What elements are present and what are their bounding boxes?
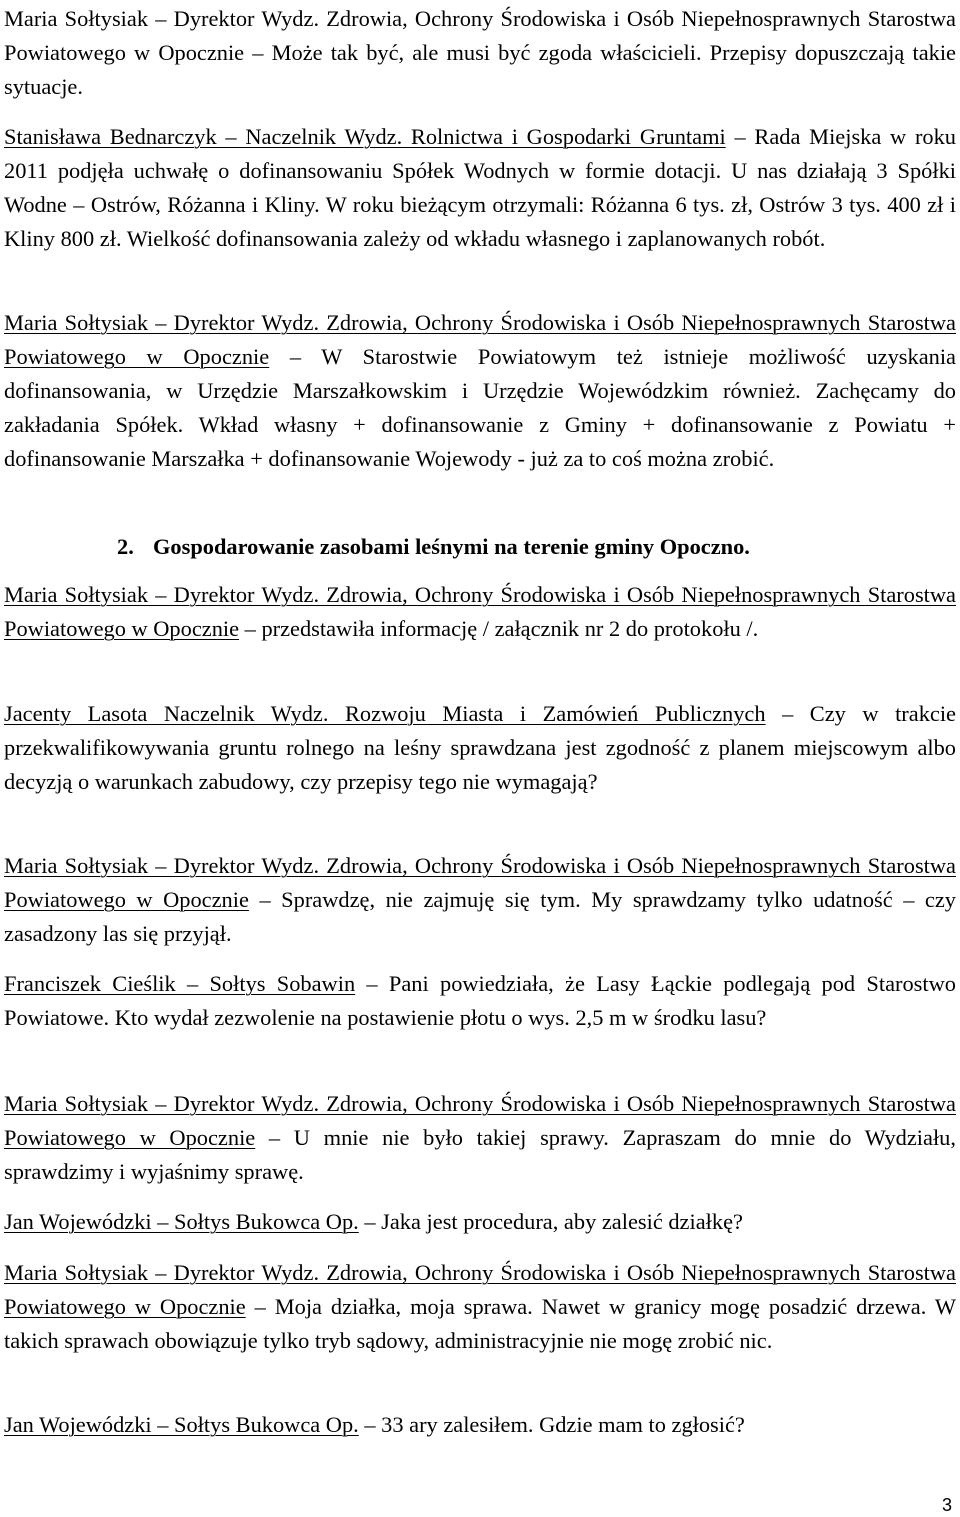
speaker-name: Maria Sołtysiak – Dyrektor Wydz. Zdrowia, Ochrony Środowiska i Osób Niepełnosprawnych Starostwa Powiatowego w Opocznie [4, 853, 956, 912]
paragraph-2 [4, 120, 956, 256]
paragraph-10 [4, 1256, 956, 1358]
paragraph-text: – Czy w trakcie przekwalifikowywania gruntu rolnego na leśny sprawdzana jest zgodność z planem miejscowym albo decyzją o warunkach zabudowy, czy przepisy tego nie wymagają? [4, 701, 956, 794]
paragraph-3 [4, 306, 956, 476]
section-number: 2. [117, 534, 134, 559]
paragraph-11 [4, 1408, 956, 1442]
section-title: Gospodarowanie zasobami leśnymi na terenie gminy Opoczno. [153, 534, 750, 559]
paragraph-text: – Rada Miejska w roku 2011 podjęła uchwałę o dofinansowaniu Spółek Wodnych w formie dotacji. U nas działają 3 Spółki Wodne – Ostrów, Różanna i Kliny. W roku bieżącym otrzymali: Różanna 6 tys. zł, Ostrów 3 tys. 400 zł i Kliny 800 zł. Wielkość dofinansowania zależy od wkładu własnego i zaplanowanych robót. [4, 124, 957, 251]
paragraph-5 [4, 697, 956, 799]
speaker-name: Maria Sołtysiak – Dyrektor Wydz. Zdrowia, Ochrony Środowiska i Osób Niepełnosprawnych Starostwa Powiatowego w Opocznie [4, 1260, 956, 1319]
speaker-name: Stanisława Bednarczyk – Naczelnik Wydz. Rolnictwa i Gospodarki Gruntami [4, 124, 726, 149]
speaker-name: Maria Sołtysiak – Dyrektor Wydz. Zdrowia, Ochrony Środowiska i Osób Niepełnosprawnych Starostwa Powiatowego w Opocznie [4, 582, 956, 641]
section-heading [117, 530, 750, 564]
paragraph-text: – Sprawdzę, nie zajmuję się tym. My sprawdzamy tylko udatność – czy zasadzony las się przyjął. [4, 887, 956, 946]
speaker-name: Maria Sołtysiak – Dyrektor Wydz. Zdrowia, Ochrony Środowiska i Osób Niepełnosprawnych Starostwa Powiatowego w Opocznie [4, 1091, 956, 1150]
paragraph-text: – Pani powiedziała, że Lasy Łąckie podlegają pod Starostwo Powiatowe. Kto wydał zezwolenie na postawienie płotu o wys. 2,5 m w środku lasu? [4, 971, 956, 1030]
paragraph-text: – 33 ary zalesiłem. Gdzie mam to zgłosić? [358, 1412, 745, 1437]
page-number: 3 [941, 1495, 952, 1515]
paragraph-text: – W Starostwie Powiatowym też istnieje możliwość uzyskania dofinansowania, w Urzędzie Marszałkowskim i Urzędzie Wojewódzkim również. Zachęcamy do zakładania Spółek. Wkład własny + dofinansowanie z Gminy + dofinansowanie z Powiatu + dofinansowanie Marszałka + dofinansowanie Wojewody - już za to coś można zrobić. [4, 344, 956, 471]
paragraph-8 [4, 1087, 956, 1189]
paragraph-1 [4, 2, 956, 104]
speaker-name: Jan Wojewódzki – Sołtys Bukowca Op. [4, 1209, 359, 1234]
paragraph-text: – Jaka jest procedura, aby zalesić działkę? [358, 1209, 743, 1234]
paragraph-7 [4, 967, 956, 1035]
paragraph-text: – U mnie nie było takiej sprawy. Zapraszam do mnie do Wydziału, sprawdzimy i wyjaśnimy sprawę. [4, 1125, 956, 1184]
speaker-name: Jacenty Lasota Naczelnik Wydz. Rozwoju Miasta i Zamówień Publicznych [4, 701, 766, 726]
paragraph-6 [4, 849, 956, 951]
speaker-name: Franciszek Cieślik – Sołtys Sobawin [4, 971, 356, 996]
speaker-name: Maria Sołtysiak – Dyrektor Wydz. Zdrowia, Ochrony Środowiska i Osób Niepełnosprawnych Starostwa Powiatowego w Opocznie [4, 6, 956, 65]
speaker-name: Jan Wojewódzki – Sołtys Bukowca Op. [4, 1412, 359, 1437]
paragraph-text: – przedstawiła informację / załącznik nr 2 do protokołu /. [239, 616, 759, 641]
paragraph-text: – Moja działka, moja sprawa. Nawet w granicy mogę posadzić drzewa. W takich sprawach obowiązuje tylko tryb sądowy, administracyjnie nie mogę zrobić nic. [4, 1294, 956, 1353]
paragraph-9 [4, 1205, 956, 1239]
speaker-name: Maria Sołtysiak – Dyrektor Wydz. Zdrowia, Ochrony Środowiska i Osób Niepełnosprawnych Starostwa Powiatowego w Opocznie [4, 310, 956, 369]
paragraph-text: – Może tak być, ale musi być zgoda właścicieli. Przepisy dopuszczają takie sytuacje. [4, 40, 956, 99]
paragraph-4 [4, 578, 956, 646]
